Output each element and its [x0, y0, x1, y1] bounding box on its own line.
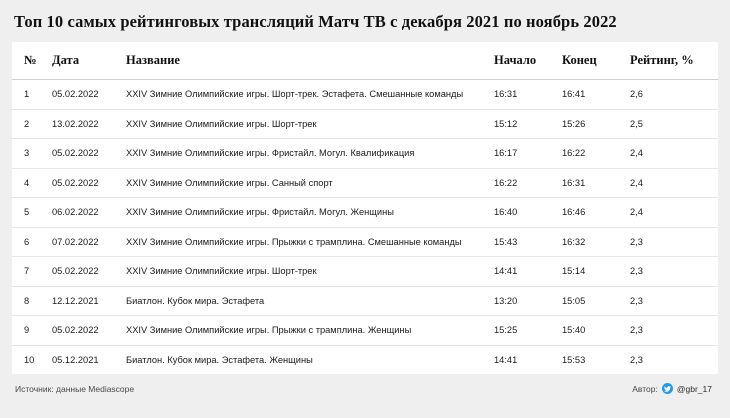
table-row	[12, 109, 718, 139]
cell-date: 12.12.2021	[46, 286, 120, 316]
cell-end: 15:53	[562, 354, 586, 365]
cell-rating: 2,5	[624, 109, 718, 139]
cell-end: 16:32	[556, 227, 624, 257]
cell-name: XXIV Зимние Олимпийские игры. Фристайл. Могул. Женщины	[120, 198, 488, 228]
cell-number: 3	[12, 139, 46, 169]
cell-start: 16:31	[488, 80, 556, 110]
footer	[12, 374, 718, 394]
cell-end: 16:22	[556, 139, 624, 169]
cell-start: 16:22	[488, 168, 556, 198]
cell-rating: 2,4	[624, 168, 718, 198]
cell-end: 15:05	[556, 286, 624, 316]
ratings-table-container	[12, 42, 718, 374]
cell-number: 6	[12, 227, 46, 257]
cell-rating: 2,3	[624, 257, 718, 287]
cell-date: 05.02.2022	[46, 316, 120, 346]
cell-name: XXIV Зимние Олимпийские игры. Шорт-трек. Эстафета. Смешанные команды	[120, 80, 488, 110]
author-credit	[632, 383, 712, 394]
cell-number: 2	[12, 109, 46, 139]
column-header-start: Начало	[488, 42, 556, 80]
table-row	[12, 80, 718, 110]
cell-start: 16:40	[488, 198, 556, 228]
cell-number: 8	[12, 286, 46, 316]
twitter-icon	[662, 383, 673, 394]
page-title: Топ 10 самых рейтинговых трансляций Матч ТВ с декабря 2021 по ноябрь 2022	[14, 12, 617, 31]
table-row	[12, 345, 718, 374]
table-row	[12, 198, 718, 228]
cell-start: 15:25	[488, 316, 556, 346]
author-handle[interactable]: @gbr_17	[676, 383, 712, 394]
cell-date: 13.02.2022	[46, 109, 120, 139]
cell-number: 7	[12, 257, 46, 287]
cell-end: 16:41	[556, 80, 624, 110]
table-row	[12, 168, 718, 198]
cell-name: XXIV Зимние Олимпийские игры. Фристайл. Могул. Квалификация	[120, 139, 488, 169]
cell-date: 05.12.2021	[52, 354, 99, 365]
cell-rating: 2,3	[624, 286, 718, 316]
cell-start: 16:17	[488, 139, 556, 169]
cell-rating: 2,4	[624, 198, 718, 228]
cell-start: 15:43	[488, 227, 556, 257]
column-header-number: №	[12, 42, 46, 80]
cell-name: Биатлон. Кубок мира. Эстафета. Женщины	[126, 354, 313, 365]
column-header-name: Название	[120, 42, 488, 80]
source-note: Источник: данные Mediascope	[15, 383, 135, 394]
cell-number: 10	[24, 354, 35, 365]
table-body	[12, 80, 718, 375]
cell-date: 05.02.2022	[46, 168, 120, 198]
cell-number: 5	[12, 198, 46, 228]
cell-date: 06.02.2022	[46, 198, 120, 228]
cell-end: 15:26	[556, 109, 624, 139]
ratings-table	[12, 42, 718, 374]
cell-start: 15:12	[488, 109, 556, 139]
cell-start: 13:20	[488, 286, 556, 316]
cell-number: 1	[12, 80, 46, 110]
cell-start: 14:41	[494, 354, 518, 365]
cell-number: 9	[12, 316, 46, 346]
table-row	[12, 316, 718, 346]
cell-end: 16:31	[556, 168, 624, 198]
cell-date: 05.02.2022	[46, 80, 120, 110]
cell-name: XXIV Зимние Олимпийские игры. Прыжки с трамплина. Женщины	[120, 316, 488, 346]
cell-date: 07.02.2022	[46, 227, 120, 257]
author-label: Автор:	[632, 383, 658, 394]
table-row	[12, 139, 718, 169]
cell-date: 05.02.2022	[46, 257, 120, 287]
table-row	[12, 257, 718, 287]
cell-name: XXIV Зимние Олимпийские игры. Шорт-трек	[120, 257, 488, 287]
column-header-date: Дата	[46, 42, 120, 80]
cell-date: 05.02.2022	[46, 139, 120, 169]
cell-end: 15:40	[556, 316, 624, 346]
cell-rating: 2,6	[624, 80, 718, 110]
table-row	[12, 286, 718, 316]
cell-rating: 2,3	[630, 354, 643, 365]
cell-rating: 2,3	[624, 316, 718, 346]
table-row	[12, 227, 718, 257]
cell-rating: 2,4	[624, 139, 718, 169]
column-header-end: Конец	[556, 42, 624, 80]
cell-rating: 2,3	[624, 227, 718, 257]
table-header-row	[12, 42, 718, 80]
cell-name: Биатлон. Кубок мира. Эстафета	[120, 286, 488, 316]
cell-name: XXIV Зимние Олимпийские игры. Шорт-трек	[120, 109, 488, 139]
cell-end: 15:14	[556, 257, 624, 287]
cell-name: XXIV Зимние Олимпийские игры. Прыжки с трамплина. Смешанные команды	[120, 227, 488, 257]
cell-number: 4	[12, 168, 46, 198]
cell-end: 16:46	[556, 198, 624, 228]
table-header	[12, 42, 718, 80]
cell-name: XXIV Зимние Олимпийские игры. Санный спорт	[120, 168, 488, 198]
column-header-rating: Рейтинг, %	[624, 42, 718, 80]
cell-start: 14:41	[488, 257, 556, 287]
